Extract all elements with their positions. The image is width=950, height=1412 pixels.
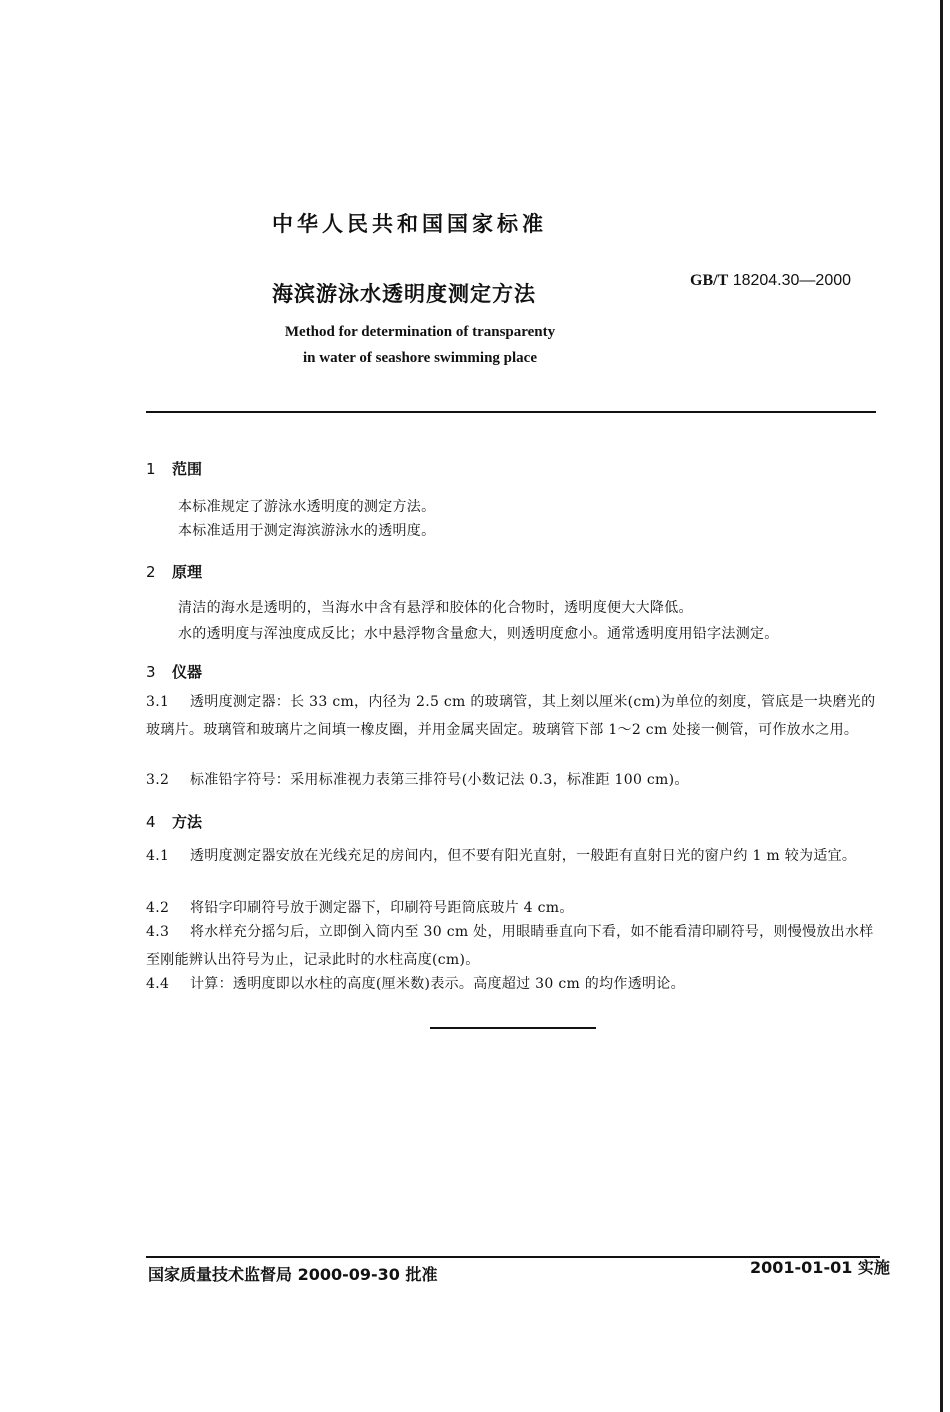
clause-3-2 xyxy=(146,766,876,794)
clause-4-4 xyxy=(146,970,876,998)
clause-number: 4.2 xyxy=(146,900,170,916)
clause-text: 标准铅字符号：采用标准视力表第三排符号(小数记法 0.3，标准距 100 cm)。 xyxy=(190,772,689,788)
clause-number: 4.4 xyxy=(146,976,170,992)
section-title: 原理 xyxy=(172,563,203,581)
section-title: 范围 xyxy=(172,460,203,478)
english-title-line2: in water of seashore swimming place xyxy=(302,350,537,366)
standard-code: 18204.30—2000 xyxy=(732,272,852,289)
clause-text: 计算：透明度即以水柱的高度(厘米数)表示。高度超过 30 cm 的均作透明论。 xyxy=(190,976,685,992)
standard-number xyxy=(690,272,851,290)
section-number: 1 xyxy=(146,460,156,478)
clause-3-1 xyxy=(146,688,876,744)
section-title: 方法 xyxy=(172,813,203,831)
effective-date: 2001-01-01 实施 xyxy=(750,1258,890,1277)
clause-text: 透明度测定器：长 33 cm，内径为 2.5 cm 的玻璃管，其上刻以厘米(cm)为单位的刻度，管底是一块磨光的玻璃片。玻璃管和玻璃片之间填一橡皮圈，并用金属夹固定。玻璃管下部 1～2 cm 处接一侧管，可作放水之用。 xyxy=(146,694,876,738)
approval-statement: 国家质量技术监督局 2000-09-30 批准 xyxy=(148,1265,438,1284)
header-divider xyxy=(146,411,876,413)
scan-edge-line xyxy=(940,0,943,1412)
clause-4-3 xyxy=(146,918,876,974)
clause-number: 4.1 xyxy=(146,848,170,864)
national-standard-heading: 中华人民共和国国家标准 xyxy=(272,212,547,236)
standard-prefix: GB/T xyxy=(690,272,729,289)
clause-text: 透明度测定器安放在光线充足的房间内，但不要有阳光直射，一般距有直射日光的窗户约 1 m 较为适宜。 xyxy=(190,848,857,864)
section-number: 2 xyxy=(146,563,156,581)
paragraph: 清洁的海水是透明的，当海水中含有悬浮和胶体的化合物时，透明度便大大降低。 xyxy=(178,600,693,616)
section-number: 4 xyxy=(146,813,156,831)
clause-number: 3.1 xyxy=(146,694,170,710)
paragraph: 本标准适用于测定海滨游泳水的透明度。 xyxy=(178,523,436,539)
document-title: 海滨游泳水透明度测定方法 xyxy=(272,282,536,306)
end-of-text-rule xyxy=(430,1027,596,1029)
clause-text: 将水样充分摇匀后，立即倒入筒内至 30 cm 处，用眼睛垂直向下看，如不能看清印刷符号，则慢慢放出水样至刚能辨认出符号为止，记录此时的水柱高度(cm)。 xyxy=(146,924,874,968)
section-title: 仪器 xyxy=(172,663,203,681)
section-heading-principle xyxy=(146,561,202,582)
clause-number: 4.3 xyxy=(146,924,170,940)
clause-number: 3.2 xyxy=(146,772,170,788)
paragraph: 本标准规定了游泳水透明度的测定方法。 xyxy=(178,499,436,515)
paragraph: 水的透明度与浑浊度成反比；水中悬浮物含量愈大，则透明度愈小。通常透明度用铅字法测定。 xyxy=(178,626,779,642)
section-heading-scope xyxy=(146,458,202,479)
clause-4-1 xyxy=(146,842,876,870)
section-heading-method xyxy=(146,811,202,832)
english-title-line1: Method for determination of transparenty xyxy=(284,324,556,340)
section-heading-apparatus xyxy=(146,661,202,682)
section-number: 3 xyxy=(146,663,156,681)
clause-text: 将铅字印刷符号放于测定器下，印刷符号距筒底玻片 4 cm。 xyxy=(190,900,574,916)
